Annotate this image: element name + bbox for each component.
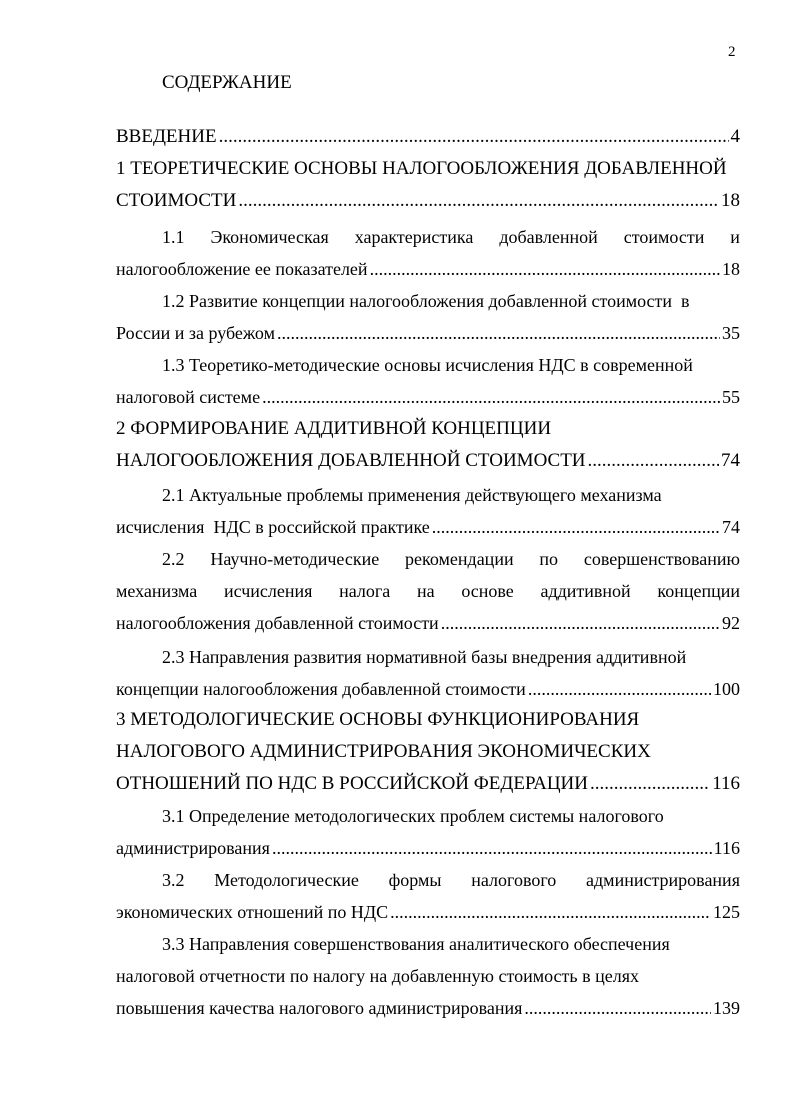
toc-page-number: 18 [722, 259, 740, 279]
word: характеристика [354, 227, 474, 247]
leader-dots [219, 121, 729, 153]
toc-entry-chapter-3-cont2[interactable] [116, 768, 740, 800]
toc-entry-3-3-cont2[interactable] [116, 992, 740, 1024]
toc-page-number: 74 [722, 517, 740, 537]
toc-entry-1-2[interactable] [162, 285, 740, 317]
leader-dots [524, 992, 711, 1024]
toc-entry-chapter-1[interactable] [116, 153, 740, 185]
leader-dots [272, 832, 712, 864]
word: механизма [116, 581, 198, 601]
word: Методологические [214, 870, 359, 890]
page-number: 2 [728, 44, 736, 60]
word: исчисления [223, 581, 313, 601]
word: совершенствованию [583, 549, 740, 569]
toc-entry-2-2[interactable] [162, 543, 740, 575]
toc-entry-1-1[interactable] [162, 221, 740, 253]
toc-entry-title: НАЛОГООБЛОЖЕНИЯ ДОБАВЛЕННОЙ СТОИМОСТИ [116, 450, 586, 471]
toc-entry-1-1-cont[interactable] [116, 253, 740, 285]
toc-page-number: 100 [713, 679, 740, 699]
toc-entry-title: налогообложение ее показателей [116, 259, 368, 279]
toc-page-number: 35 [722, 323, 740, 343]
toc-entry-1-3-cont[interactable] [116, 381, 740, 413]
word: Экономическая [210, 227, 329, 247]
toc-page-number: 116 [713, 838, 740, 858]
toc-entry-3-3-cont[interactable] [116, 960, 740, 992]
word: налогового [471, 870, 557, 890]
toc-entry-1-2-cont[interactable] [116, 317, 740, 349]
word: 3.2 [162, 870, 185, 890]
toc-entry-2-3[interactable] [162, 641, 740, 673]
toc-entry-3-2[interactable] [162, 864, 740, 896]
page-title: СОДЕРЖАНИЕ [162, 72, 292, 93]
leader-dots [588, 445, 719, 477]
toc-entry-1-3[interactable] [162, 349, 740, 381]
toc-entry-3-1[interactable] [162, 800, 740, 832]
toc-page-number: 139 [713, 998, 740, 1018]
toc-entry-2-3-cont[interactable] [116, 673, 740, 705]
word: стоимости [623, 227, 705, 247]
toc-entry-chapter-2[interactable] [116, 413, 740, 445]
word: и [730, 227, 740, 247]
toc-entry-intro[interactable] [116, 121, 740, 153]
toc-entry-3-1-cont[interactable] [116, 832, 740, 864]
toc-entry-title: экономических отношений по НДС [116, 902, 389, 922]
toc-entry-chapter-2-cont[interactable] [116, 445, 740, 477]
toc-entry-2-1[interactable] [162, 479, 740, 511]
leader-dots [277, 317, 720, 349]
toc-entry-title: 1 ТЕОРЕТИЧЕСКИЕ ОСНОВЫ НАЛОГООБЛОЖЕНИЯ ДОБАВЛЕННОЙ [116, 158, 727, 179]
word: формы [388, 870, 442, 890]
toc-entry-chapter-1-cont[interactable] [116, 185, 740, 217]
toc-page-number: 92 [722, 613, 740, 633]
word: аддитивной [540, 581, 631, 601]
word: 1.1 [162, 227, 185, 247]
toc-entry-title: СТОИМОСТИ [116, 190, 237, 211]
toc-entry-title: 2.1 Актуальные проблемы применения действующего механизма [162, 485, 662, 505]
toc-entry-2-2-cont[interactable] [116, 575, 740, 607]
toc-entry-title: 1.2 Развитие концепции налогообложения добавленной стоимости в [162, 291, 690, 311]
toc-entry-title: 3.3 Направления совершенствования аналитического обеспечения [162, 934, 670, 954]
toc-entry-chapter-3[interactable] [116, 704, 740, 736]
toc-entry-title: 1.3 Теоретико-методические основы исчисления НДС в современной [162, 355, 693, 375]
toc-entry-title: России и за рубежом [116, 323, 275, 343]
word: администрирования [586, 870, 740, 890]
toc-entry-chapter-3-cont[interactable] [116, 736, 740, 768]
toc-entry-3-3[interactable] [162, 928, 740, 960]
leader-dots [262, 381, 720, 413]
word: концепции [657, 581, 740, 601]
word: 2.2 [162, 549, 185, 569]
toc-page-number: 55 [722, 387, 740, 407]
toc-page-number: 125 [713, 902, 740, 922]
toc-page-number: 74 [721, 450, 740, 471]
toc-entry-title: 3 МЕТОДОЛОГИЧЕСКИЕ ОСНОВЫ ФУНКЦИОНИРОВАНИЯ [116, 709, 640, 730]
word: по [539, 549, 559, 569]
leader-dots [432, 511, 720, 543]
leader-dots [238, 185, 719, 217]
leader-dots [370, 253, 720, 285]
toc-page-number: 18 [721, 190, 740, 211]
toc-entry-title: налоговой отчетности по налогу на добавленную стоимость в целях [116, 966, 640, 986]
toc-entry-title: администрирования [116, 838, 270, 858]
leader-dots [441, 607, 720, 639]
leader-dots [528, 673, 711, 705]
word: Научно-методические [210, 549, 380, 569]
word: добавленной [499, 227, 598, 247]
word: на [416, 581, 435, 601]
toc-entry-title: исчисления НДС в российской практике [116, 517, 430, 537]
toc-page-number: 116 [712, 773, 740, 794]
toc-entry-2-2-cont2[interactable] [116, 607, 740, 639]
toc-entry-title: ОТНОШЕНИЙ ПО НДС В РОССИЙСКОЙ ФЕДЕРАЦИИ [116, 773, 588, 794]
leader-dots [390, 896, 711, 928]
toc-entry-title: 2 ФОРМИРОВАНИЕ АДДИТИВНОЙ КОНЦЕПЦИИ [116, 418, 552, 439]
word: налога [339, 581, 391, 601]
toc-entry-title: концепции налогообложения добавленной стоимости [116, 679, 526, 699]
toc-entry-title: налоговой системе [116, 387, 261, 407]
toc-entry-title: 3.1 Определение методологических проблем системы налогового [162, 806, 664, 826]
toc-entry-2-1-cont[interactable] [116, 511, 740, 543]
toc-entry-title: НАЛОГОВОГО АДМИНИСТРИРОВАНИЯ ЭКОНОМИЧЕСКИХ [116, 741, 651, 762]
leader-dots [590, 768, 710, 800]
toc-page-number: 4 [730, 126, 740, 147]
toc-entry-3-2-cont[interactable] [116, 896, 740, 928]
toc-entry-title: ВВЕДЕНИЕ [116, 126, 217, 147]
word: рекомендации [405, 549, 514, 569]
word: основе [461, 581, 514, 601]
toc-entry-title: 2.3 Направления развития нормативной базы внедрения аддитивной [162, 647, 687, 667]
toc-entry-title: налогообложения добавленной стоимости [116, 613, 439, 633]
toc-entry-title: повышения качества налогового администрирования [116, 998, 523, 1018]
